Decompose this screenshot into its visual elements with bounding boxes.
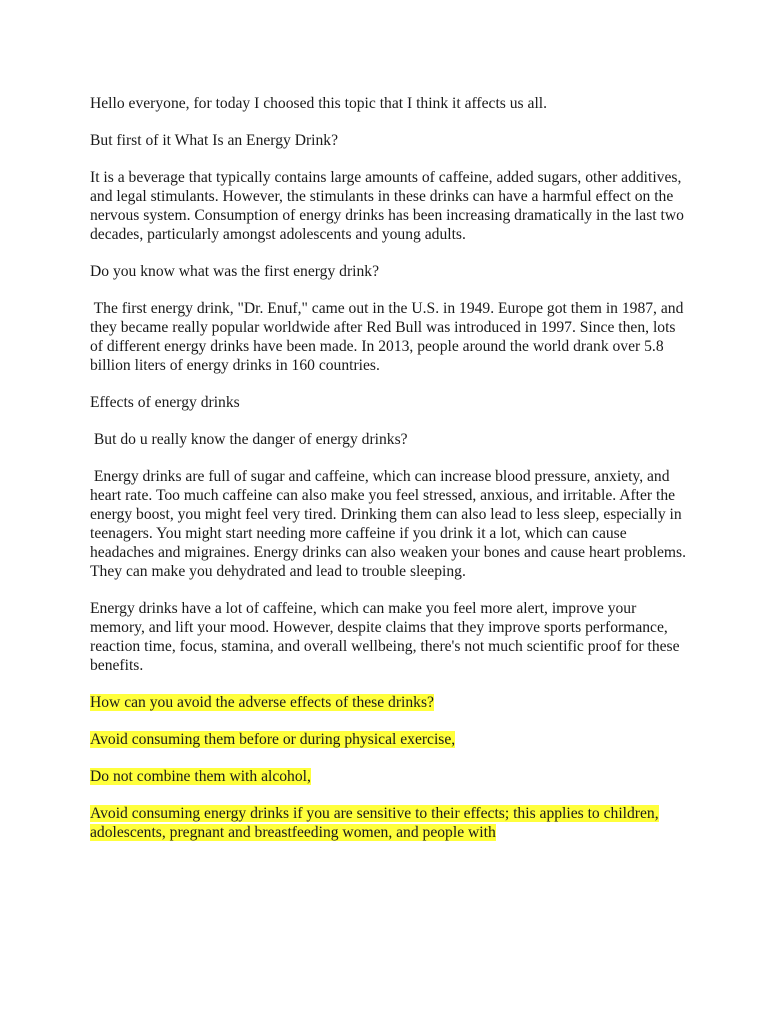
question-first-energy-drink: Do you know what was the first energy drink? (90, 263, 380, 280)
highlighted-text: Avoid consuming them before or during physical exercise, (90, 731, 456, 748)
highlighted-text: How can you avoid the adverse effects of these drinks? (90, 694, 434, 711)
tip-exercise (90, 730, 690, 749)
question-danger: But do u really know the danger of energy drinks? (93, 431, 408, 448)
dangers-paragraph: Energy drinks are full of sugar and caffeine, which can increase blood pressure, anxiety, and heart rate. Too much caffeine can also make you feel stressed, anxious, and irritable. After the energy boost, you might feel very tired. Drinking them can also lead to less sleep, especially in teenagers. You might start needing more caffeine if you drink it a lot, which can cause headaches and migraines. Energy drinks can also weaken your bones and cause heart problems. They can make you dehydrated and lead to trouble sleeping. (90, 468, 686, 580)
question-what-is-energy-drink: But first of it What Is an Energy Drink? (90, 132, 339, 149)
avoid-question (90, 693, 690, 712)
document-body (90, 94, 690, 860)
highlighted-text: Do not combine them with alcohol, (90, 768, 311, 785)
history-paragraph: The first energy drink, "Dr. Enuf," came out in the U.S. in 1949. Europe got them in 1987, and they became really popular worldwide after Red Bull was introduced in 1997. Since then, lots of different energy drinks have been made. In 2013, people around the world drank over 5.8 billion liters of energy drinks in 160 countries. (90, 300, 684, 374)
intro-paragraph: Hello everyone, for today I choosed this topic that I think it affects us all. (90, 95, 548, 112)
tip-sensitive (90, 804, 690, 842)
benefits-paragraph: Energy drinks have a lot of caffeine, which can make you feel more alert, improve your memory, and lift your mood. However, despite claims that they improve sports performance, reaction time, focus, stamina, and overall wellbeing, there's not much scientific proof for these benefits. (90, 600, 680, 674)
effects-heading: Effects of energy drinks (90, 394, 240, 411)
definition-paragraph: It is a beverage that typically contains large amounts of caffeine, added sugars, other additives, and legal stimulants. However, the stimulants in these drinks can have a harmful effect on the nervous system. Consumption of energy drinks has been increasing dramatically in the last two decades, particularly amongst adolescents and young adults. (90, 169, 684, 243)
tip-alcohol (90, 767, 690, 786)
highlighted-text: Avoid consuming energy drinks if you are sensitive to their effects; this applies to children, adolescents, pregnant and breastfeeding women, and people with (90, 805, 659, 841)
